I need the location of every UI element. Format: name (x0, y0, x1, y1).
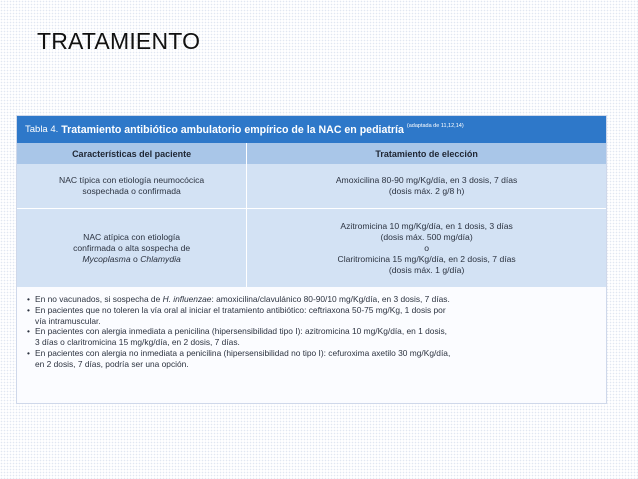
slide-title: TRATAMIENTO (37, 28, 201, 54)
organism-name: Chlamydia (140, 253, 181, 264)
note-text (35, 326, 447, 348)
header-treatment: Tratamiento de elección (247, 143, 606, 164)
row1-patient-line: sospechada o confirmada (82, 186, 181, 196)
row2-patient-line (21, 254, 242, 265)
row2-patient-cell (17, 209, 247, 288)
treatment-table-image (16, 115, 607, 404)
table-row (17, 164, 606, 209)
note-text (35, 348, 450, 370)
organism-joiner: o (130, 253, 141, 264)
bullet-icon: • (27, 304, 30, 315)
table-header-row (17, 143, 606, 164)
row2-treatment-line: o (424, 242, 429, 253)
note-line: En pacientes que no toleren la vía oral al iniciar el tratamiento antibiótico: ceftriaxona 50-75 mg/Kg, 1 dosis por (35, 304, 446, 315)
row2-treatment-line: Claritromicina 15 mg/Kg/día, en 2 dosis, 7 días (337, 253, 516, 264)
note-line: 3 días o claritromicina 15 mg/kg/día, en 2 dosis, 7 días. (35, 337, 240, 348)
note-line: en 2 dosis, 7 días, podría ser una opción. (35, 358, 189, 369)
row2-treatment-line: Azitromicina 10 mg/Kg/día, en 1 dosis, 3 días (340, 220, 513, 231)
table-row (17, 209, 606, 288)
note-line: En pacientes con alergia no inmediata a penicilina (hipersensibilidad no tipo I): cefuroxima axetilo 30 mg/Kg/día, (35, 347, 451, 358)
bullet-icon: • (27, 294, 30, 304)
caption-note: (adaptada de 11,12,14) (406, 122, 464, 129)
row1-treatment-cell (247, 164, 606, 209)
row1-patient-line: NAC típica con etiología neumocócica (58, 175, 205, 185)
caption-label: Tabla 4. (25, 124, 59, 135)
row2-treatment-cell (247, 209, 606, 288)
table-notes (17, 287, 606, 370)
organism-name: Mycoplasma (82, 253, 131, 264)
table-caption (17, 116, 606, 143)
note-text (35, 305, 446, 327)
row2-treatment-line: (dosis máx. 500 mg/día) (380, 231, 473, 242)
note-item (27, 348, 596, 370)
bullet-icon: • (27, 326, 30, 337)
note-item (27, 326, 596, 348)
bullet-icon: • (27, 347, 30, 358)
note-item (27, 294, 596, 305)
note-line: vía intramuscular. (35, 315, 101, 326)
row2-treatment-line: (dosis máx. 1 g/día) (388, 264, 465, 275)
note-line: En pacientes con alergia inmediata a penicilina (hipersensibilidad tipo I): azitromicina 10 mg/Kg/día, en 1 dosis, (35, 326, 448, 337)
note-text-part: : amoxicilina/clavulánico 80-90/10 mg/Kg/día, en 3 dosis, 7 días. (211, 294, 450, 304)
row1-treatment-line: (dosis máx. 2 g/8 h) (388, 186, 465, 196)
header-patient: Características del paciente (17, 143, 247, 164)
row2-patient-line: NAC atípica con etiología (83, 231, 181, 242)
row1-treatment-line: Amoxicilina 80-90 mg/Kg/día, en 3 dosis, 7 días (335, 175, 518, 185)
note-text-part: En no vacunados, si sospecha de (35, 294, 163, 304)
caption-title: Tratamiento antibiótico ambulatorio empírico de la NAC en pediatría (61, 123, 404, 136)
note-text (35, 294, 450, 305)
note-item (27, 305, 596, 327)
row2-patient-line: confirmada o alta sospecha de (73, 242, 191, 253)
treatment-table (17, 143, 606, 287)
organism-name: H. influenzae (162, 294, 212, 304)
row1-patient-cell (17, 164, 247, 209)
